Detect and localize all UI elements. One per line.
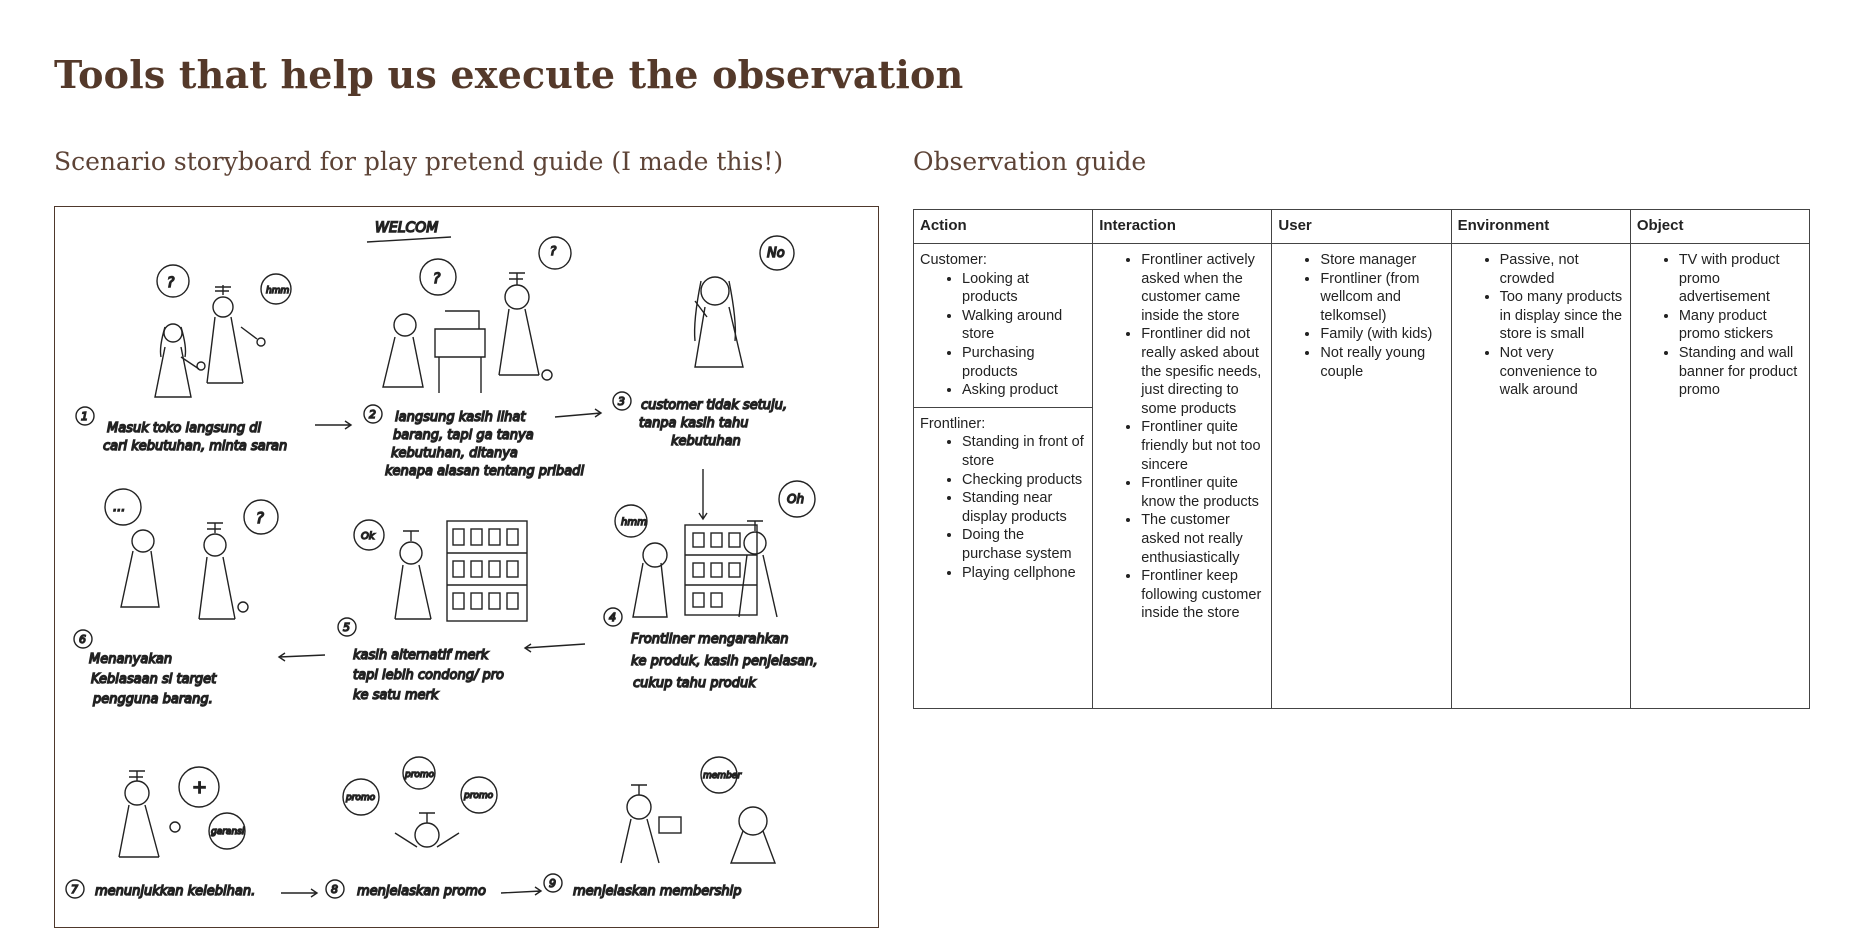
panel-9-figures [621, 757, 775, 863]
step-number-4: 4 [609, 611, 616, 624]
storyboard-heading: Scenario storyboard for play pretend guide (I made this!) [54, 147, 784, 176]
svg-text:menjelaskan membership: menjelaskan membership [573, 884, 742, 899]
panel-1-figures [155, 265, 291, 397]
svg-text:ke produk, kasih penjelasan,: ke produk, kasih penjelasan, [631, 654, 818, 669]
list-item: • Family (with kids) [1320, 325, 1444, 344]
column-header-environment: Environment [1452, 210, 1630, 244]
step-number-9: 9 [549, 877, 556, 890]
panel-8-figures [343, 757, 497, 847]
svg-text:garansi: garansi [211, 827, 245, 837]
list-item: • Frontliner quite know the products [1141, 474, 1265, 511]
svg-text:customer tidak setuju,: customer tidak setuju, [641, 398, 788, 413]
list-item: • Standing and wall banner for product promo [1679, 344, 1803, 400]
svg-text:tanpa kasih tahu: tanpa kasih tahu [639, 416, 749, 431]
list-item: • Playing cellphone [962, 564, 1086, 583]
list-item: • TV with product promo advertisement [1679, 251, 1803, 307]
column-interaction [1093, 210, 1272, 708]
welcom-sign: WELCOM [375, 220, 439, 236]
storyboard-image [54, 206, 879, 928]
list-item: • Frontliner keep following customer inside the store [1141, 567, 1265, 623]
list-item: • Walking around store [962, 307, 1086, 344]
list-item: • Frontliner did not really asked about the spesific needs, just directing to some products [1141, 325, 1265, 418]
caption-1b: cari kebutuhan, minta saran [103, 439, 288, 454]
action-frontliner-section [914, 408, 1092, 589]
list-item: • Store manager [1320, 251, 1444, 270]
svg-text:kasih alternatif merk: kasih alternatif merk [353, 648, 489, 663]
list-item: • Many product promo stickers [1679, 307, 1803, 344]
list-item: • Frontliner quite friendly but not too sincere [1141, 418, 1265, 474]
svg-text:kebutuhan: kebutuhan [671, 434, 741, 449]
panel-6-figures [105, 489, 278, 619]
svg-text:promo: promo [346, 793, 376, 803]
svg-text:ke satu merk: ke satu merk [353, 688, 439, 703]
step-number-7: 7 [71, 883, 78, 896]
svg-text:Oh: Oh [787, 492, 805, 506]
step-number-6: 6 [79, 633, 86, 646]
svg-text:Menanyakan: Menanyakan [89, 652, 173, 667]
page-title: Tools that help us execute the observation [54, 52, 964, 97]
list-item: • Checking products [962, 471, 1086, 490]
observation-guide-table [913, 209, 1810, 709]
list-item: • Asking product [962, 381, 1086, 400]
svg-text:Ok: Ok [361, 531, 375, 542]
svg-text:promo: promo [464, 791, 494, 801]
column-header-interaction: Interaction [1093, 210, 1271, 244]
svg-text:menunjukkan kelebihan.: menunjukkan kelebihan. [95, 884, 256, 899]
svg-text:cukup tahu produk: cukup tahu produk [633, 676, 756, 691]
step-number-3: 3 [618, 395, 625, 408]
section-label: Customer: [920, 252, 987, 268]
svg-text:No: No [767, 246, 785, 261]
svg-text:Frontliner mengarahkan: Frontliner mengarahkan [631, 632, 789, 647]
column-header-user: User [1272, 210, 1450, 244]
list-item: • Frontliner actively asked when the customer came inside the store [1141, 251, 1265, 325]
column-header-object: Object [1631, 210, 1809, 244]
list-item: • Standing near display products [962, 489, 1086, 526]
section-label: Frontliner: [920, 415, 986, 432]
column-header-action: Action [914, 210, 1092, 244]
column-environment [1452, 210, 1631, 708]
observation-guide-heading: Observation guide [913, 147, 1147, 176]
column-object [1631, 210, 1809, 708]
svg-text:langsung kasih lihat: langsung kasih lihat [395, 410, 526, 425]
column-action [914, 210, 1093, 708]
svg-text:kebutuhan, ditanya: kebutuhan, ditanya [391, 446, 518, 461]
action-customer-section [914, 244, 1092, 408]
list-item: • The customer asked not really enthusiastically [1141, 511, 1265, 567]
svg-text:+: + [192, 777, 208, 798]
step-number-5: 5 [343, 621, 350, 634]
svg-text:menjelaskan promo: menjelaskan promo [357, 884, 486, 899]
svg-text:hmm: hmm [266, 286, 290, 296]
panel-4-figures [615, 481, 815, 617]
list-item: • Standing in front of store [962, 433, 1086, 470]
svg-text:?: ? [256, 509, 264, 527]
list-item: • Not really young couple [1320, 344, 1444, 381]
svg-text:member: member [703, 771, 742, 781]
step-number-2: 2 [369, 408, 376, 421]
svg-text:?: ? [433, 271, 441, 287]
svg-text:...: ... [113, 500, 126, 515]
panel-5-figures [354, 520, 527, 621]
list-item: • Looking at products [962, 270, 1086, 307]
column-user [1272, 210, 1451, 708]
caption-1a: Masuk toko langsung di [107, 421, 262, 436]
list-item: • Purchasing products [962, 344, 1086, 381]
panel-2-figures [383, 237, 571, 393]
list-item: • Doing the purchase system [962, 526, 1086, 563]
svg-text:kenapa alasan tentang pribadi: kenapa alasan tentang pribadi [385, 464, 585, 479]
svg-text:pengguna barang.: pengguna barang. [93, 692, 213, 707]
svg-text:tapi lebih condong/ pro: tapi lebih condong/ pro [353, 668, 505, 683]
list-item: • Passive, not crowded [1500, 251, 1624, 288]
list-item: • Frontliner (from wellcom and telkomsel) [1320, 270, 1444, 326]
svg-text:Kebiasaan si target: Kebiasaan si target [91, 672, 217, 687]
panel-7-figures [119, 767, 245, 857]
svg-text:barang, tapi ga tanya: barang, tapi ga tanya [393, 428, 534, 443]
step-number-1: 1 [81, 410, 88, 423]
svg-text:?: ? [167, 275, 175, 291]
svg-text:?: ? [550, 244, 557, 258]
svg-text:promo: promo [405, 770, 435, 780]
list-item: • Not very convenience to walk around [1500, 344, 1624, 400]
panel-3-figures [695, 236, 794, 367]
list-item: • Too many products in display since the store is small [1500, 288, 1624, 344]
step-number-8: 8 [331, 883, 338, 896]
svg-text:hmm: hmm [621, 517, 647, 528]
